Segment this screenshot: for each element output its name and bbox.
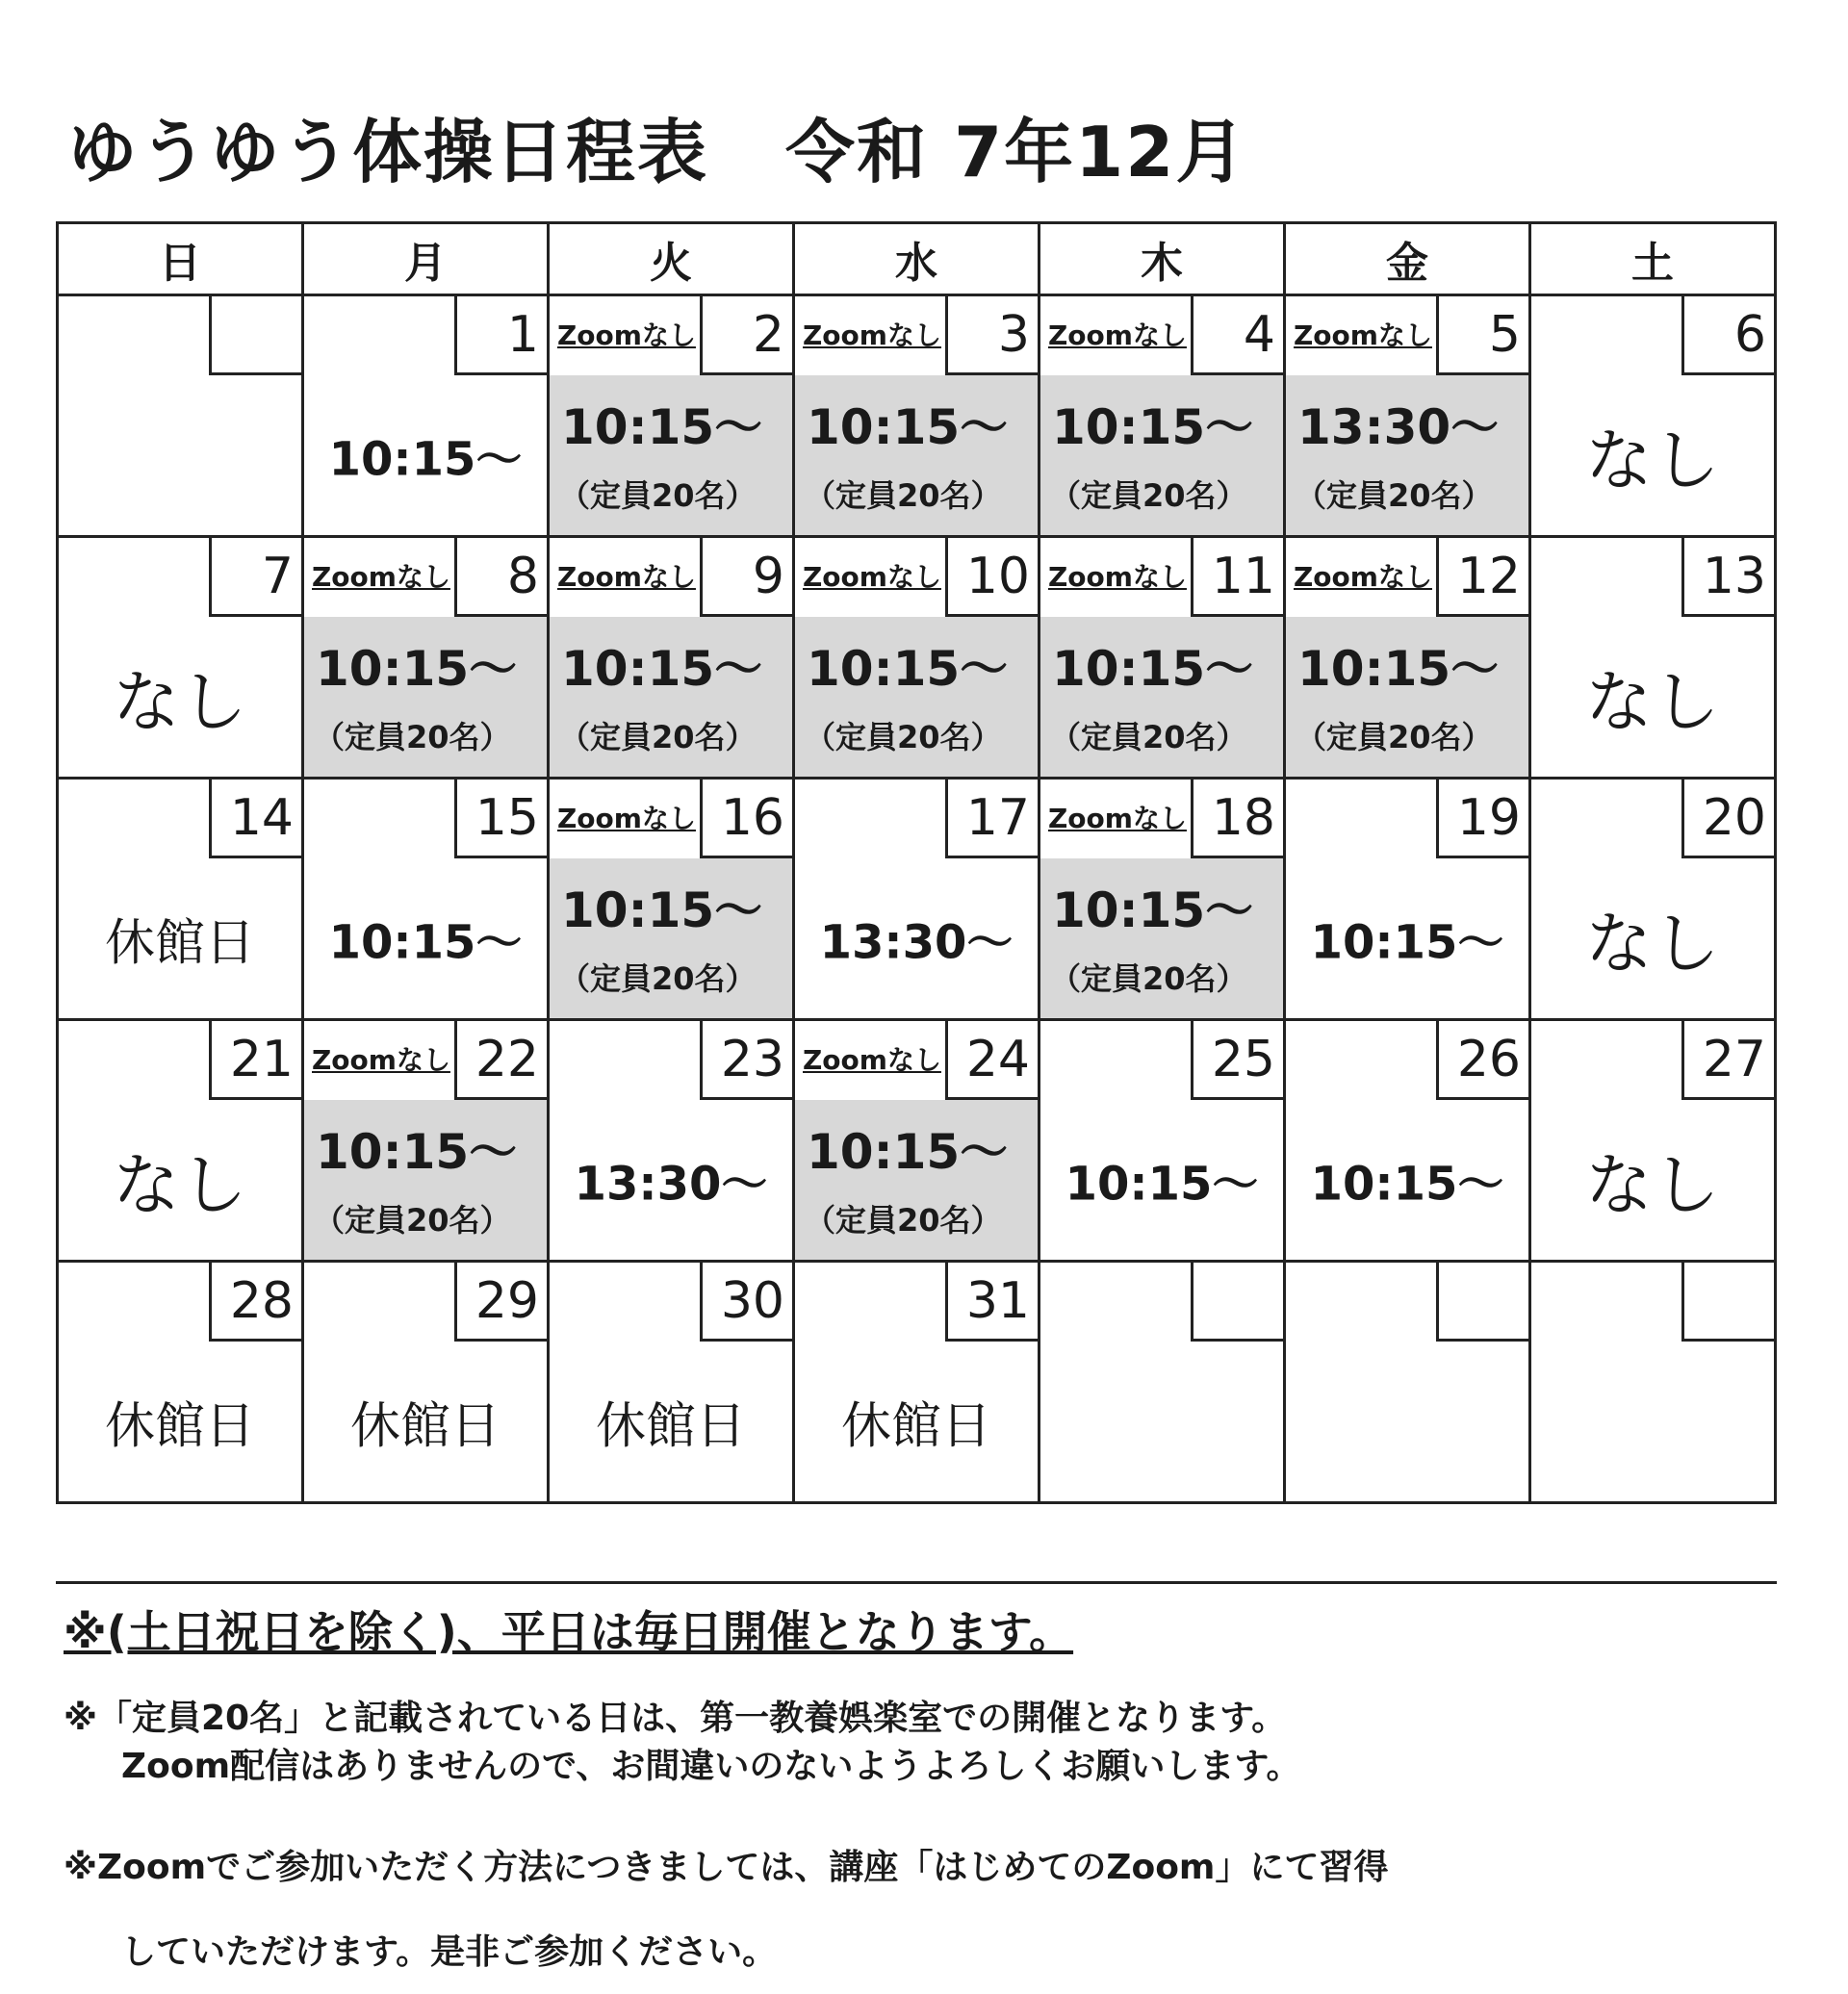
day-cell bbox=[794, 537, 1040, 779]
capacity-label: （定員20名） bbox=[805, 1202, 1002, 1239]
capacity-label: （定員20名） bbox=[314, 719, 511, 755]
day-cell-content bbox=[1531, 1342, 1774, 1501]
day-number: 17 bbox=[945, 780, 1038, 858]
closed-day-label: 休館日 bbox=[840, 1397, 991, 1456]
session-time: 10:15〜 bbox=[1297, 641, 1500, 697]
session-time: 13:30〜 bbox=[819, 915, 1014, 970]
day-cell-content bbox=[1040, 1100, 1283, 1260]
weekday-header-row bbox=[58, 223, 1776, 295]
weekday-sun: 日 bbox=[58, 223, 303, 295]
session-time: 13:30〜 bbox=[574, 1157, 768, 1212]
day-cell bbox=[1530, 295, 1776, 537]
no-session-label: なし bbox=[1585, 421, 1720, 500]
day-cell-content bbox=[550, 858, 792, 1018]
closed-day-label: 休館日 bbox=[104, 914, 255, 973]
zoom-none-label: Zoomなし bbox=[803, 1044, 941, 1076]
day-number: 7 bbox=[209, 538, 301, 617]
session-time: 10:15〜 bbox=[1310, 1157, 1504, 1212]
day-number: 11 bbox=[1191, 538, 1283, 617]
day-cell bbox=[1530, 779, 1776, 1020]
day-number: 15 bbox=[454, 780, 547, 858]
day-number: 24 bbox=[945, 1021, 1038, 1100]
day-number: 20 bbox=[1681, 780, 1774, 858]
day-cell bbox=[1285, 537, 1530, 779]
day-cell bbox=[794, 779, 1040, 1020]
day-cell-content bbox=[59, 858, 301, 1018]
session-time: 13:30〜 bbox=[1297, 399, 1500, 455]
day-cell-content bbox=[1286, 375, 1528, 535]
day-cell-content bbox=[550, 617, 792, 777]
week-row bbox=[58, 779, 1776, 1020]
capacity-label: （定員20名） bbox=[559, 477, 757, 514]
day-cell-content bbox=[795, 858, 1038, 1018]
day-cell-content bbox=[550, 1100, 792, 1260]
zoom-none-label: Zoomなし bbox=[1048, 320, 1187, 351]
note-line-4: していただけます。是非ご参加ください。 bbox=[121, 1932, 778, 1972]
zoom-none-label: Zoomなし bbox=[803, 561, 941, 593]
day-cell bbox=[303, 295, 549, 537]
day-cell bbox=[1285, 295, 1530, 537]
day-cell-content bbox=[550, 375, 792, 535]
session-time: 10:15〜 bbox=[328, 432, 523, 487]
day-cell-content bbox=[1531, 1100, 1774, 1260]
zoom-none-label: Zoomなし bbox=[1294, 320, 1432, 351]
day-cell bbox=[303, 779, 549, 1020]
day-number: 30 bbox=[700, 1263, 792, 1342]
day-number: 1 bbox=[454, 296, 547, 375]
day-cell bbox=[1285, 1262, 1530, 1503]
day-number: 12 bbox=[1436, 538, 1528, 617]
day-number: 21 bbox=[209, 1021, 301, 1100]
day-number bbox=[1191, 1263, 1283, 1342]
page-title bbox=[67, 96, 1246, 196]
day-number: 26 bbox=[1436, 1021, 1528, 1100]
no-session-label: なし bbox=[113, 662, 247, 742]
session-time: 10:15〜 bbox=[561, 399, 763, 455]
day-cell bbox=[303, 1020, 549, 1262]
day-cell bbox=[549, 1262, 794, 1503]
note-line-1: ※「定員20名」と記載されている日は、第一教養娯楽室での開催となります。 bbox=[64, 1699, 1287, 1738]
closed-day-label: 休館日 bbox=[104, 1397, 255, 1456]
day-cell bbox=[549, 1020, 794, 1262]
day-number: 27 bbox=[1681, 1021, 1774, 1100]
capacity-label: （定員20名） bbox=[1296, 719, 1493, 755]
day-cell-content bbox=[59, 1342, 301, 1501]
day-number: 22 bbox=[454, 1021, 547, 1100]
week-row bbox=[58, 295, 1776, 537]
day-cell bbox=[1285, 779, 1530, 1020]
no-session-label: なし bbox=[1585, 662, 1720, 742]
day-cell-content bbox=[59, 1100, 301, 1260]
day-cell bbox=[1040, 295, 1285, 537]
no-session-label: なし bbox=[1585, 1145, 1720, 1225]
day-cell-content bbox=[1531, 617, 1774, 777]
day-number bbox=[1436, 1263, 1528, 1342]
session-time: 10:15〜 bbox=[316, 641, 518, 697]
day-number: 3 bbox=[945, 296, 1038, 375]
session-time: 10:15〜 bbox=[807, 1124, 1009, 1180]
day-number: 5 bbox=[1436, 296, 1528, 375]
day-cell-content bbox=[304, 375, 547, 535]
no-session-label: なし bbox=[113, 1145, 247, 1225]
day-number: 4 bbox=[1191, 296, 1283, 375]
day-cell bbox=[794, 295, 1040, 537]
capacity-label: （定員20名） bbox=[1050, 960, 1247, 997]
day-cell bbox=[1285, 1020, 1530, 1262]
divider bbox=[56, 1581, 1777, 1584]
day-number bbox=[1681, 1263, 1774, 1342]
note-main: ※(土日祝日を除く)、平日は毎日開催となります。 bbox=[64, 1606, 1074, 1658]
note-line-3: ※Zoomでご参加いただく方法につきましては、講座「はじめてのZoom」にて習得 bbox=[64, 1848, 1389, 1887]
note-line-2: Zoom配信はありませんので、お間違いのないようよろしくお願いします。 bbox=[121, 1747, 1301, 1786]
calendar-table bbox=[56, 221, 1777, 1504]
day-cell-content bbox=[59, 617, 301, 777]
calendar-body bbox=[58, 295, 1776, 1503]
day-cell bbox=[58, 1020, 303, 1262]
zoom-none-label: Zoomなし bbox=[312, 1044, 450, 1076]
day-cell-content bbox=[59, 375, 301, 535]
day-cell-content bbox=[304, 1342, 547, 1501]
capacity-label: （定員20名） bbox=[559, 719, 757, 755]
day-cell-content bbox=[304, 617, 547, 777]
zoom-none-label: Zoomなし bbox=[557, 803, 696, 834]
day-cell bbox=[549, 779, 794, 1020]
day-cell bbox=[1040, 779, 1285, 1020]
weekday-wed: 水 bbox=[794, 223, 1040, 295]
day-cell-content bbox=[550, 1342, 792, 1501]
capacity-label: （定員20名） bbox=[805, 719, 1002, 755]
title-era: 令和 7年12月 bbox=[785, 112, 1247, 192]
day-cell bbox=[303, 1262, 549, 1503]
day-number bbox=[209, 296, 301, 375]
weekday-sat: 土 bbox=[1530, 223, 1776, 295]
day-cell-content bbox=[1286, 1342, 1528, 1501]
zoom-none-label: Zoomなし bbox=[1294, 561, 1432, 593]
day-cell bbox=[58, 1262, 303, 1503]
title-main: ゆうゆう体操日程表 bbox=[67, 112, 709, 192]
day-cell bbox=[303, 537, 549, 779]
weekday-thu: 木 bbox=[1040, 223, 1285, 295]
day-cell bbox=[58, 779, 303, 1020]
closed-day-label: 休館日 bbox=[349, 1397, 500, 1456]
zoom-none-label: Zoomなし bbox=[557, 320, 696, 351]
weekday-fri: 金 bbox=[1285, 223, 1530, 295]
day-number: 18 bbox=[1191, 780, 1283, 858]
day-number: 31 bbox=[945, 1263, 1038, 1342]
zoom-none-label: Zoomなし bbox=[557, 561, 696, 593]
day-number: 14 bbox=[209, 780, 301, 858]
capacity-label: （定員20名） bbox=[559, 960, 757, 997]
day-cell-content bbox=[1040, 1342, 1283, 1501]
day-cell bbox=[58, 295, 303, 537]
capacity-label: （定員20名） bbox=[1050, 477, 1247, 514]
day-cell-content bbox=[795, 1100, 1038, 1260]
session-time: 10:15〜 bbox=[328, 915, 523, 970]
day-cell-content bbox=[1286, 1100, 1528, 1260]
session-time: 10:15〜 bbox=[1065, 1157, 1259, 1212]
day-number: 16 bbox=[700, 780, 792, 858]
capacity-label: （定員20名） bbox=[1050, 719, 1247, 755]
day-number: 23 bbox=[700, 1021, 792, 1100]
session-time: 10:15〜 bbox=[561, 641, 763, 697]
session-time: 10:15〜 bbox=[807, 641, 1009, 697]
day-cell bbox=[794, 1020, 1040, 1262]
day-cell bbox=[549, 295, 794, 537]
day-cell bbox=[1040, 1262, 1285, 1503]
session-time: 10:15〜 bbox=[1310, 915, 1504, 970]
day-number: 10 bbox=[945, 538, 1038, 617]
day-number: 28 bbox=[209, 1263, 301, 1342]
day-cell-content bbox=[1040, 617, 1283, 777]
week-row bbox=[58, 537, 1776, 779]
week-row bbox=[58, 1020, 1776, 1262]
day-cell-content bbox=[795, 1342, 1038, 1501]
day-cell-content bbox=[304, 858, 547, 1018]
no-session-label: なし bbox=[1585, 904, 1720, 984]
day-number: 19 bbox=[1436, 780, 1528, 858]
day-cell bbox=[549, 537, 794, 779]
week-row bbox=[58, 1262, 1776, 1503]
day-cell bbox=[1530, 537, 1776, 779]
session-time: 10:15〜 bbox=[316, 1124, 518, 1180]
day-cell-content bbox=[304, 1100, 547, 1260]
day-cell-content bbox=[1531, 375, 1774, 535]
day-cell bbox=[1530, 1020, 1776, 1262]
day-number: 6 bbox=[1681, 296, 1774, 375]
session-time: 10:15〜 bbox=[807, 399, 1009, 455]
day-cell bbox=[1530, 1262, 1776, 1503]
closed-day-label: 休館日 bbox=[595, 1397, 746, 1456]
day-cell-content bbox=[795, 617, 1038, 777]
day-number: 25 bbox=[1191, 1021, 1283, 1100]
zoom-none-label: Zoomなし bbox=[1048, 803, 1187, 834]
day-number: 8 bbox=[454, 538, 547, 617]
day-cell-content bbox=[1286, 617, 1528, 777]
weekday-mon: 月 bbox=[303, 223, 549, 295]
day-cell-content bbox=[1286, 858, 1528, 1018]
day-cell bbox=[1040, 1020, 1285, 1262]
day-cell-content bbox=[1531, 858, 1774, 1018]
day-cell-content bbox=[795, 375, 1038, 535]
capacity-label: （定員20名） bbox=[314, 1202, 511, 1239]
day-cell bbox=[794, 1262, 1040, 1503]
capacity-label: （定員20名） bbox=[1296, 477, 1493, 514]
zoom-none-label: Zoomなし bbox=[312, 561, 450, 593]
day-cell-content bbox=[1040, 375, 1283, 535]
zoom-none-label: Zoomなし bbox=[1048, 561, 1187, 593]
capacity-label: （定員20名） bbox=[805, 477, 1002, 514]
session-time: 10:15〜 bbox=[561, 882, 763, 938]
session-time: 10:15〜 bbox=[1052, 641, 1254, 697]
day-cell-content bbox=[1040, 858, 1283, 1018]
day-cell bbox=[58, 537, 303, 779]
day-number: 13 bbox=[1681, 538, 1774, 617]
session-time: 10:15〜 bbox=[1052, 882, 1254, 938]
day-number: 9 bbox=[700, 538, 792, 617]
day-number: 2 bbox=[700, 296, 792, 375]
zoom-none-label: Zoomなし bbox=[803, 320, 941, 351]
session-time: 10:15〜 bbox=[1052, 399, 1254, 455]
weekday-tue: 火 bbox=[549, 223, 794, 295]
day-cell bbox=[1040, 537, 1285, 779]
day-number: 29 bbox=[454, 1263, 547, 1342]
